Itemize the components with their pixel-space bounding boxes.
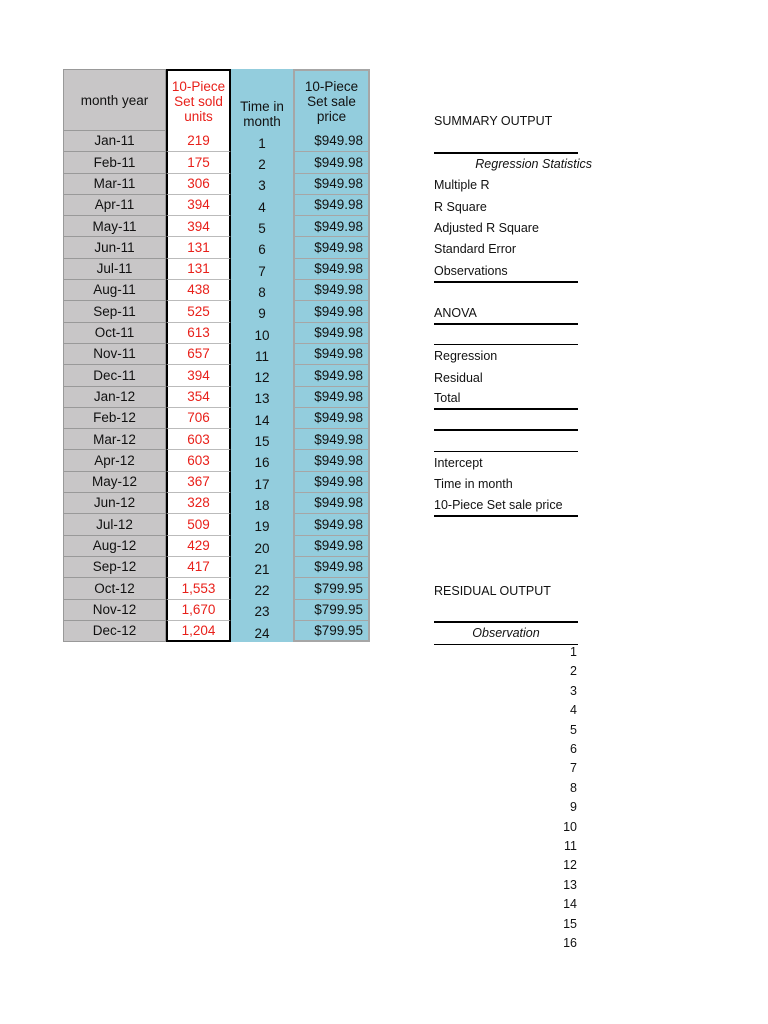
table-row xyxy=(63,493,370,514)
sale-price-cell[interactable]: $949.98 xyxy=(293,536,370,557)
sale-price-cell[interactable]: $949.98 xyxy=(293,514,370,535)
divider xyxy=(434,621,578,623)
header-price-line: 10-Piece xyxy=(304,78,359,94)
sale-price-cell[interactable]: $799.95 xyxy=(293,600,370,621)
time-in-month-cell[interactable]: 16 xyxy=(231,450,293,471)
stat-label[interactable]: R Square xyxy=(434,200,487,214)
sale-price-cell[interactable]: $949.98 xyxy=(293,152,370,173)
sale-price-cell[interactable]: $949.98 xyxy=(293,557,370,578)
time-in-month-cell[interactable]: 12 xyxy=(231,365,293,386)
units-sold-cell[interactable]: 603 xyxy=(166,450,231,471)
observation-number[interactable]: 9 xyxy=(570,800,577,815)
month-cell[interactable]: Oct-12 xyxy=(63,578,166,599)
header-units-line: units xyxy=(184,108,213,124)
sale-price-cell[interactable]: $949.98 xyxy=(293,301,370,322)
units-sold-cell[interactable]: 706 xyxy=(166,408,231,429)
observation-number[interactable]: 10 xyxy=(563,819,577,834)
table-row xyxy=(63,536,370,557)
sales-data-table xyxy=(63,69,370,642)
time-in-month-cell[interactable]: 23 xyxy=(231,600,293,621)
units-sold-cell[interactable]: 657 xyxy=(166,344,231,365)
coefficient-row-label[interactable]: Intercept xyxy=(434,456,483,470)
units-sold-cell[interactable]: 525 xyxy=(166,301,231,322)
sale-price-cell[interactable]: $949.98 xyxy=(293,450,370,471)
units-sold-cell[interactable]: 613 xyxy=(166,323,231,344)
observation-number[interactable]: 3 xyxy=(570,683,577,698)
units-sold-cell[interactable]: 175 xyxy=(166,152,231,173)
month-cell[interactable]: Nov-12 xyxy=(63,600,166,621)
month-cell[interactable]: Jan-12 xyxy=(63,387,166,408)
table-row xyxy=(63,174,370,195)
divider xyxy=(434,429,578,431)
time-in-month-cell[interactable]: 11 xyxy=(231,344,293,365)
observation-number[interactable]: 11 xyxy=(564,839,577,853)
observation-number[interactable]: 16 xyxy=(563,936,577,950)
month-cell[interactable]: Feb-11 xyxy=(63,152,166,173)
observation-number[interactable]: 4 xyxy=(570,703,577,718)
divider xyxy=(434,344,578,345)
header-price-line: Set sale xyxy=(307,93,356,109)
time-in-month-cell[interactable]: 5 xyxy=(231,216,293,237)
header-time-in-month[interactable] xyxy=(231,69,293,131)
time-in-month-cell[interactable]: 18 xyxy=(231,493,293,514)
header-sale-price[interactable] xyxy=(293,69,370,131)
divider xyxy=(434,408,578,410)
table-header-row xyxy=(63,69,370,131)
month-cell[interactable]: Jun-11 xyxy=(63,237,166,258)
units-sold-cell[interactable]: 306 xyxy=(166,174,231,195)
header-month-year-label: month year xyxy=(80,92,149,108)
month-cell[interactable]: Jan-11 xyxy=(63,131,166,152)
units-sold-cell[interactable]: 509 xyxy=(166,514,231,535)
table-row xyxy=(63,301,370,322)
table-row xyxy=(63,600,370,621)
anova-row-label[interactable]: Total xyxy=(434,391,461,405)
time-in-month-cell[interactable]: 13 xyxy=(231,387,293,408)
time-in-month-cell[interactable]: 3 xyxy=(231,174,293,195)
anova-title[interactable]: ANOVA xyxy=(434,306,477,320)
stat-label[interactable]: Adjusted R Square xyxy=(434,221,539,235)
month-cell[interactable]: Jun-12 xyxy=(63,493,166,514)
divider xyxy=(434,451,578,452)
anova-row-label[interactable]: Residual xyxy=(434,371,483,385)
time-in-month-cell[interactable]: 14 xyxy=(231,408,293,429)
time-in-month-cell[interactable]: 24 xyxy=(231,621,293,642)
observation-number[interactable]: 13 xyxy=(563,877,577,892)
units-sold-cell[interactable]: 429 xyxy=(166,536,231,557)
table-row xyxy=(63,472,370,493)
stat-label[interactable]: Multiple R xyxy=(434,178,490,192)
table-body xyxy=(63,131,370,642)
table-row xyxy=(63,216,370,237)
header-time-line: month xyxy=(243,114,281,129)
month-cell[interactable]: May-12 xyxy=(63,472,166,493)
month-cell[interactable]: Mar-11 xyxy=(63,174,166,195)
table-row xyxy=(63,344,370,365)
sale-price-cell[interactable]: $949.98 xyxy=(293,237,370,258)
month-cell[interactable]: Nov-11 xyxy=(63,344,166,365)
time-in-month-cell[interactable]: 21 xyxy=(231,557,293,578)
stat-label[interactable]: Observations xyxy=(434,264,508,278)
table-row xyxy=(63,259,370,280)
units-sold-cell[interactable]: 394 xyxy=(166,216,231,237)
sale-price-cell[interactable]: $949.98 xyxy=(293,131,370,152)
units-sold-cell[interactable]: 1,204 xyxy=(166,621,231,642)
month-cell[interactable]: Sep-11 xyxy=(63,301,166,322)
month-cell[interactable]: Aug-12 xyxy=(63,536,166,557)
time-in-month-cell[interactable]: 1 xyxy=(231,131,293,152)
time-in-month-cell[interactable]: 10 xyxy=(231,323,293,344)
coefficient-row-label[interactable]: Time in month xyxy=(434,477,513,491)
units-sold-cell[interactable]: 438 xyxy=(166,280,231,301)
observation-number[interactable]: 7 xyxy=(570,761,577,776)
divider xyxy=(434,152,578,154)
observation-number[interactable]: 14 xyxy=(563,897,577,912)
table-row xyxy=(63,514,370,535)
month-cell[interactable]: Jul-12 xyxy=(63,514,166,535)
residual-output-title[interactable]: RESIDUAL OUTPUT xyxy=(434,584,551,598)
month-cell[interactable]: Jul-11 xyxy=(63,259,166,280)
regression-statistics-header[interactable]: Regression Statistics xyxy=(475,157,592,171)
units-sold-cell[interactable]: 1,670 xyxy=(166,600,231,621)
table-row xyxy=(63,621,370,642)
table-row xyxy=(63,387,370,408)
units-sold-cell[interactable]: 1,553 xyxy=(166,578,231,599)
month-cell[interactable]: Mar-12 xyxy=(63,429,166,450)
sale-price-cell[interactable]: $949.98 xyxy=(293,280,370,301)
sale-price-cell[interactable]: $799.95 xyxy=(293,578,370,599)
sale-price-cell[interactable]: $949.98 xyxy=(293,216,370,237)
coefficient-row-label[interactable]: 10-Piece Set sale price xyxy=(434,498,563,512)
time-in-month-cell[interactable]: 8 xyxy=(231,280,293,301)
observation-number[interactable]: 2 xyxy=(570,664,577,679)
table-row xyxy=(63,429,370,450)
observation-number[interactable]: 12 xyxy=(563,858,577,873)
sale-price-cell[interactable]: $949.98 xyxy=(293,174,370,195)
sale-price-cell[interactable]: $949.98 xyxy=(293,259,370,280)
regression-output xyxy=(434,0,592,1024)
sale-price-cell[interactable]: $949.98 xyxy=(293,429,370,450)
units-sold-cell[interactable]: 219 xyxy=(166,131,231,152)
units-sold-cell[interactable]: 131 xyxy=(166,259,231,280)
time-in-month-cell[interactable]: 15 xyxy=(231,429,293,450)
header-time-line: Time in xyxy=(240,99,284,114)
month-cell[interactable]: Dec-11 xyxy=(63,365,166,386)
time-in-month-cell[interactable]: 17 xyxy=(231,472,293,493)
table-row xyxy=(63,365,370,386)
table-row xyxy=(63,408,370,429)
sale-price-cell[interactable]: $949.98 xyxy=(293,408,370,429)
time-in-month-cell[interactable]: 19 xyxy=(231,514,293,535)
month-cell[interactable]: Dec-12 xyxy=(63,621,166,642)
stat-label[interactable]: Standard Error xyxy=(434,242,516,256)
units-sold-cell[interactable]: 354 xyxy=(166,387,231,408)
time-in-month-cell[interactable]: 7 xyxy=(231,259,293,280)
observation-number[interactable]: 8 xyxy=(570,780,577,795)
divider xyxy=(434,323,578,325)
observation-number[interactable]: 15 xyxy=(563,916,577,931)
units-sold-cell[interactable]: 603 xyxy=(166,429,231,450)
sale-price-cell[interactable]: $949.98 xyxy=(293,493,370,514)
header-price-line: price xyxy=(316,108,347,124)
month-cell[interactable]: Apr-12 xyxy=(63,450,166,471)
observation-number[interactable]: 6 xyxy=(570,742,577,756)
units-sold-cell[interactable]: 394 xyxy=(166,195,231,216)
table-row xyxy=(63,557,370,578)
divider xyxy=(434,281,578,283)
sale-price-cell[interactable]: $949.98 xyxy=(293,344,370,365)
month-cell[interactable]: Feb-12 xyxy=(63,408,166,429)
time-in-month-cell[interactable]: 9 xyxy=(231,301,293,322)
units-sold-cell[interactable]: 367 xyxy=(166,472,231,493)
month-cell[interactable]: Oct-11 xyxy=(63,323,166,344)
sale-price-cell[interactable]: $949.98 xyxy=(293,387,370,408)
observation-number[interactable]: 5 xyxy=(570,722,577,737)
table-row xyxy=(63,152,370,173)
month-cell[interactable]: May-11 xyxy=(63,216,166,237)
header-units-line: 10-Piece xyxy=(171,78,226,94)
units-sold-cell[interactable]: 417 xyxy=(166,557,231,578)
time-in-month-cell[interactable]: 22 xyxy=(231,578,293,599)
header-month-year[interactable] xyxy=(63,69,166,131)
sale-price-cell[interactable]: $949.98 xyxy=(293,195,370,216)
sale-price-cell[interactable]: $799.95 xyxy=(293,621,370,642)
month-cell[interactable]: Apr-11 xyxy=(63,195,166,216)
table-row xyxy=(63,280,370,301)
units-sold-cell[interactable]: 131 xyxy=(166,237,231,258)
month-cell[interactable]: Sep-12 xyxy=(63,557,166,578)
sale-price-cell[interactable]: $949.98 xyxy=(293,472,370,493)
units-sold-cell[interactable]: 328 xyxy=(166,493,231,514)
units-sold-cell[interactable]: 394 xyxy=(166,365,231,386)
sale-price-cell[interactable]: $949.98 xyxy=(293,323,370,344)
divider xyxy=(434,515,578,517)
table-row xyxy=(63,237,370,258)
time-in-month-cell[interactable]: 20 xyxy=(231,536,293,557)
time-in-month-cell[interactable]: 6 xyxy=(231,237,293,258)
time-in-month-cell[interactable]: 4 xyxy=(231,195,293,216)
table-row xyxy=(63,195,370,216)
header-units-line: Set sold xyxy=(174,93,223,109)
observation-header[interactable]: Observation xyxy=(472,626,540,640)
summary-output-title[interactable]: SUMMARY OUTPUT xyxy=(434,114,553,128)
table-row xyxy=(63,450,370,471)
month-cell[interactable]: Aug-11 xyxy=(63,280,166,301)
table-row xyxy=(63,323,370,344)
observation-number[interactable]: 1 xyxy=(570,645,577,659)
divider xyxy=(434,644,578,645)
sale-price-cell[interactable]: $949.98 xyxy=(293,365,370,386)
header-units-sold[interactable] xyxy=(166,69,231,131)
table-row xyxy=(63,131,370,152)
anova-row-label[interactable]: Regression xyxy=(434,349,498,363)
time-in-month-cell[interactable]: 2 xyxy=(231,152,293,173)
table-row xyxy=(63,578,370,599)
